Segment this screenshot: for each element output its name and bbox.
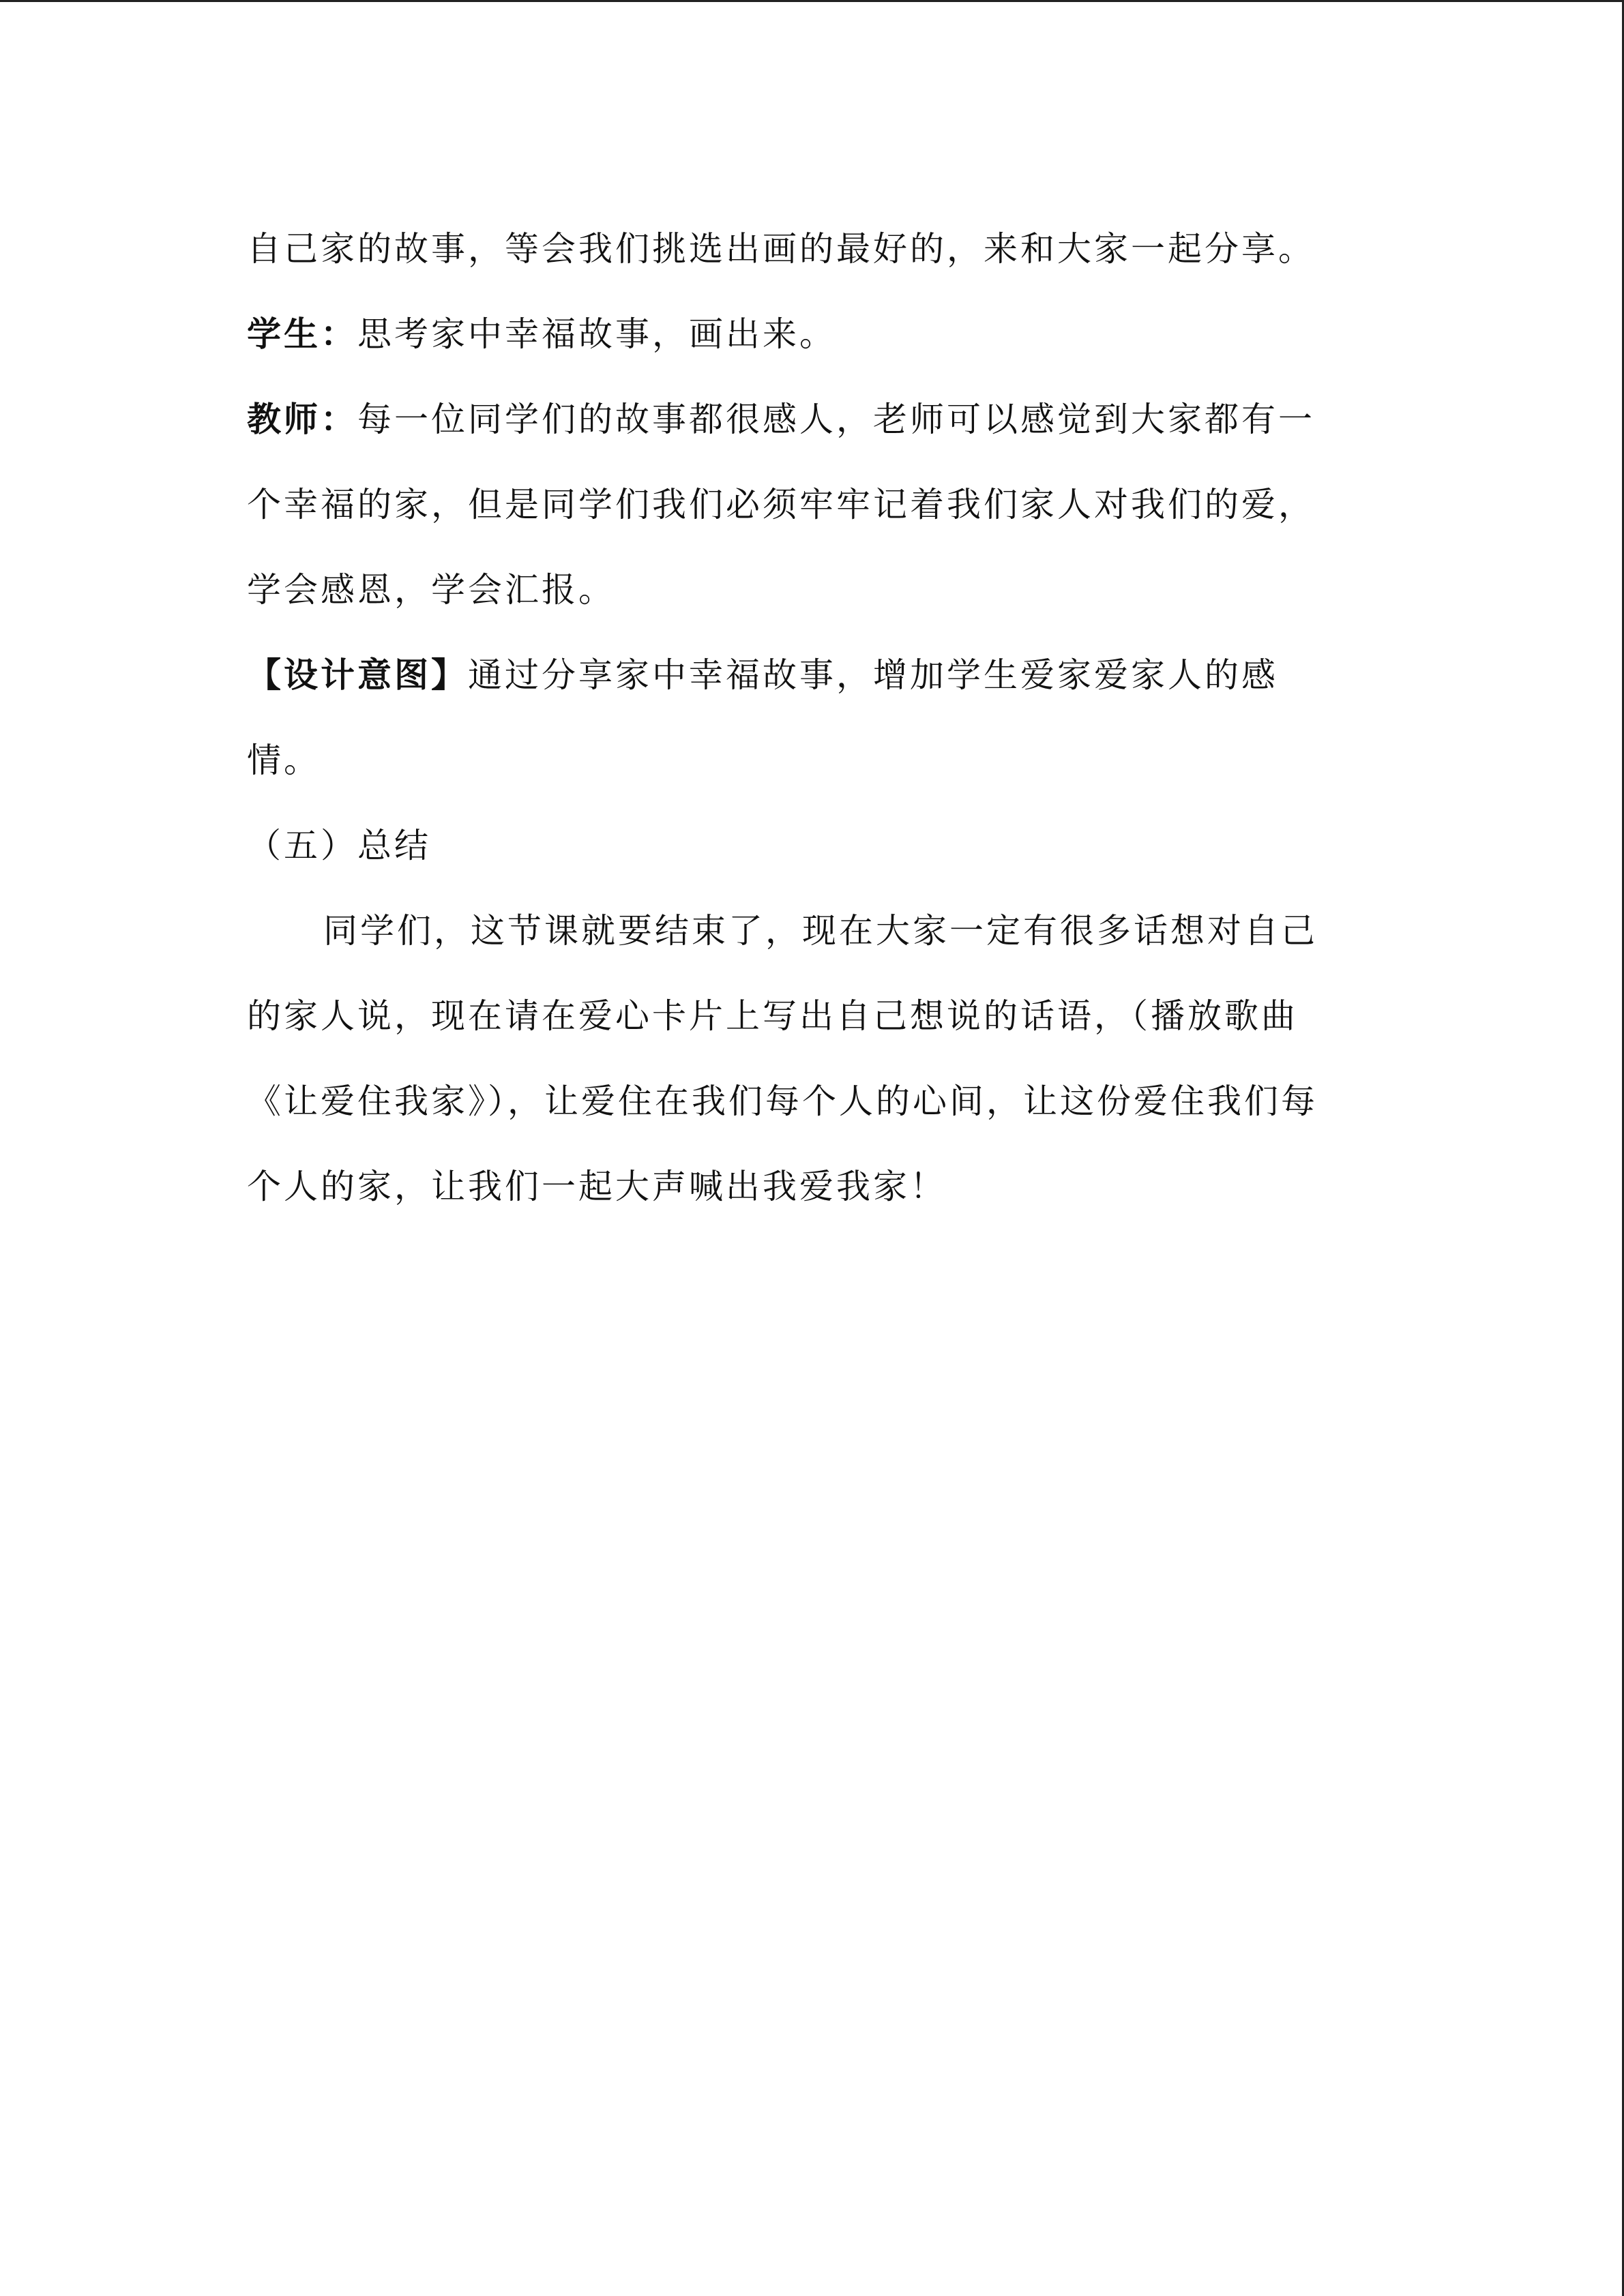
line-text: 个幸福的家，但是同学们我们必须牢牢记着我们家人对我们的爱， [247,485,1315,524]
student-label: 学生： [247,314,357,354]
paragraph-line [247,1059,1379,1144]
line-text: 个人的家，让我们一起大声喊出我爱我家！ [247,1167,947,1206]
paragraph-line [247,974,1379,1059]
teacher-line [247,377,1379,462]
design-intent-label: 【设计意图】 [247,655,468,695]
line-text: 自己家的故事，等会我们挑选出画的最好的，来和大家一起分享。 [247,229,1315,269]
line-text: 情。 [247,741,321,780]
paragraph-line [247,718,1379,803]
line-text: 同学们，这节课就要结束了，现在大家一定有很多话想对自己 [323,911,1318,951]
teacher-label: 教师： [247,400,357,439]
paragraph-line [247,1144,1379,1229]
line-text: 学会感恩，学会汇报。 [247,570,615,610]
student-line [247,292,1379,377]
line-text: 每一位同学们的故事都很感人，老师可以感觉到大家都有一 [357,400,1315,439]
design-intent-line [247,633,1379,718]
paragraph-line [247,207,1379,292]
line-text: 《让爱住我家》），让爱住在我们每个人的心间，让这份爱住我们每 [247,1082,1318,1121]
line-text: 思考家中幸福故事，画出来。 [357,314,836,354]
line-text: 的家人说，现在请在爱心卡片上写出自己想说的话语，（播放歌曲 [247,996,1298,1036]
section-heading-text: （五）总结 [247,826,431,865]
line-text: 通过分享家中幸福故事，增加学生爱家爱家人的感 [468,655,1278,695]
paragraph-line [247,462,1379,548]
paragraph-line [247,548,1379,633]
document-body [247,207,1379,1229]
paragraph-line [247,889,1379,974]
section-heading [247,803,1379,889]
